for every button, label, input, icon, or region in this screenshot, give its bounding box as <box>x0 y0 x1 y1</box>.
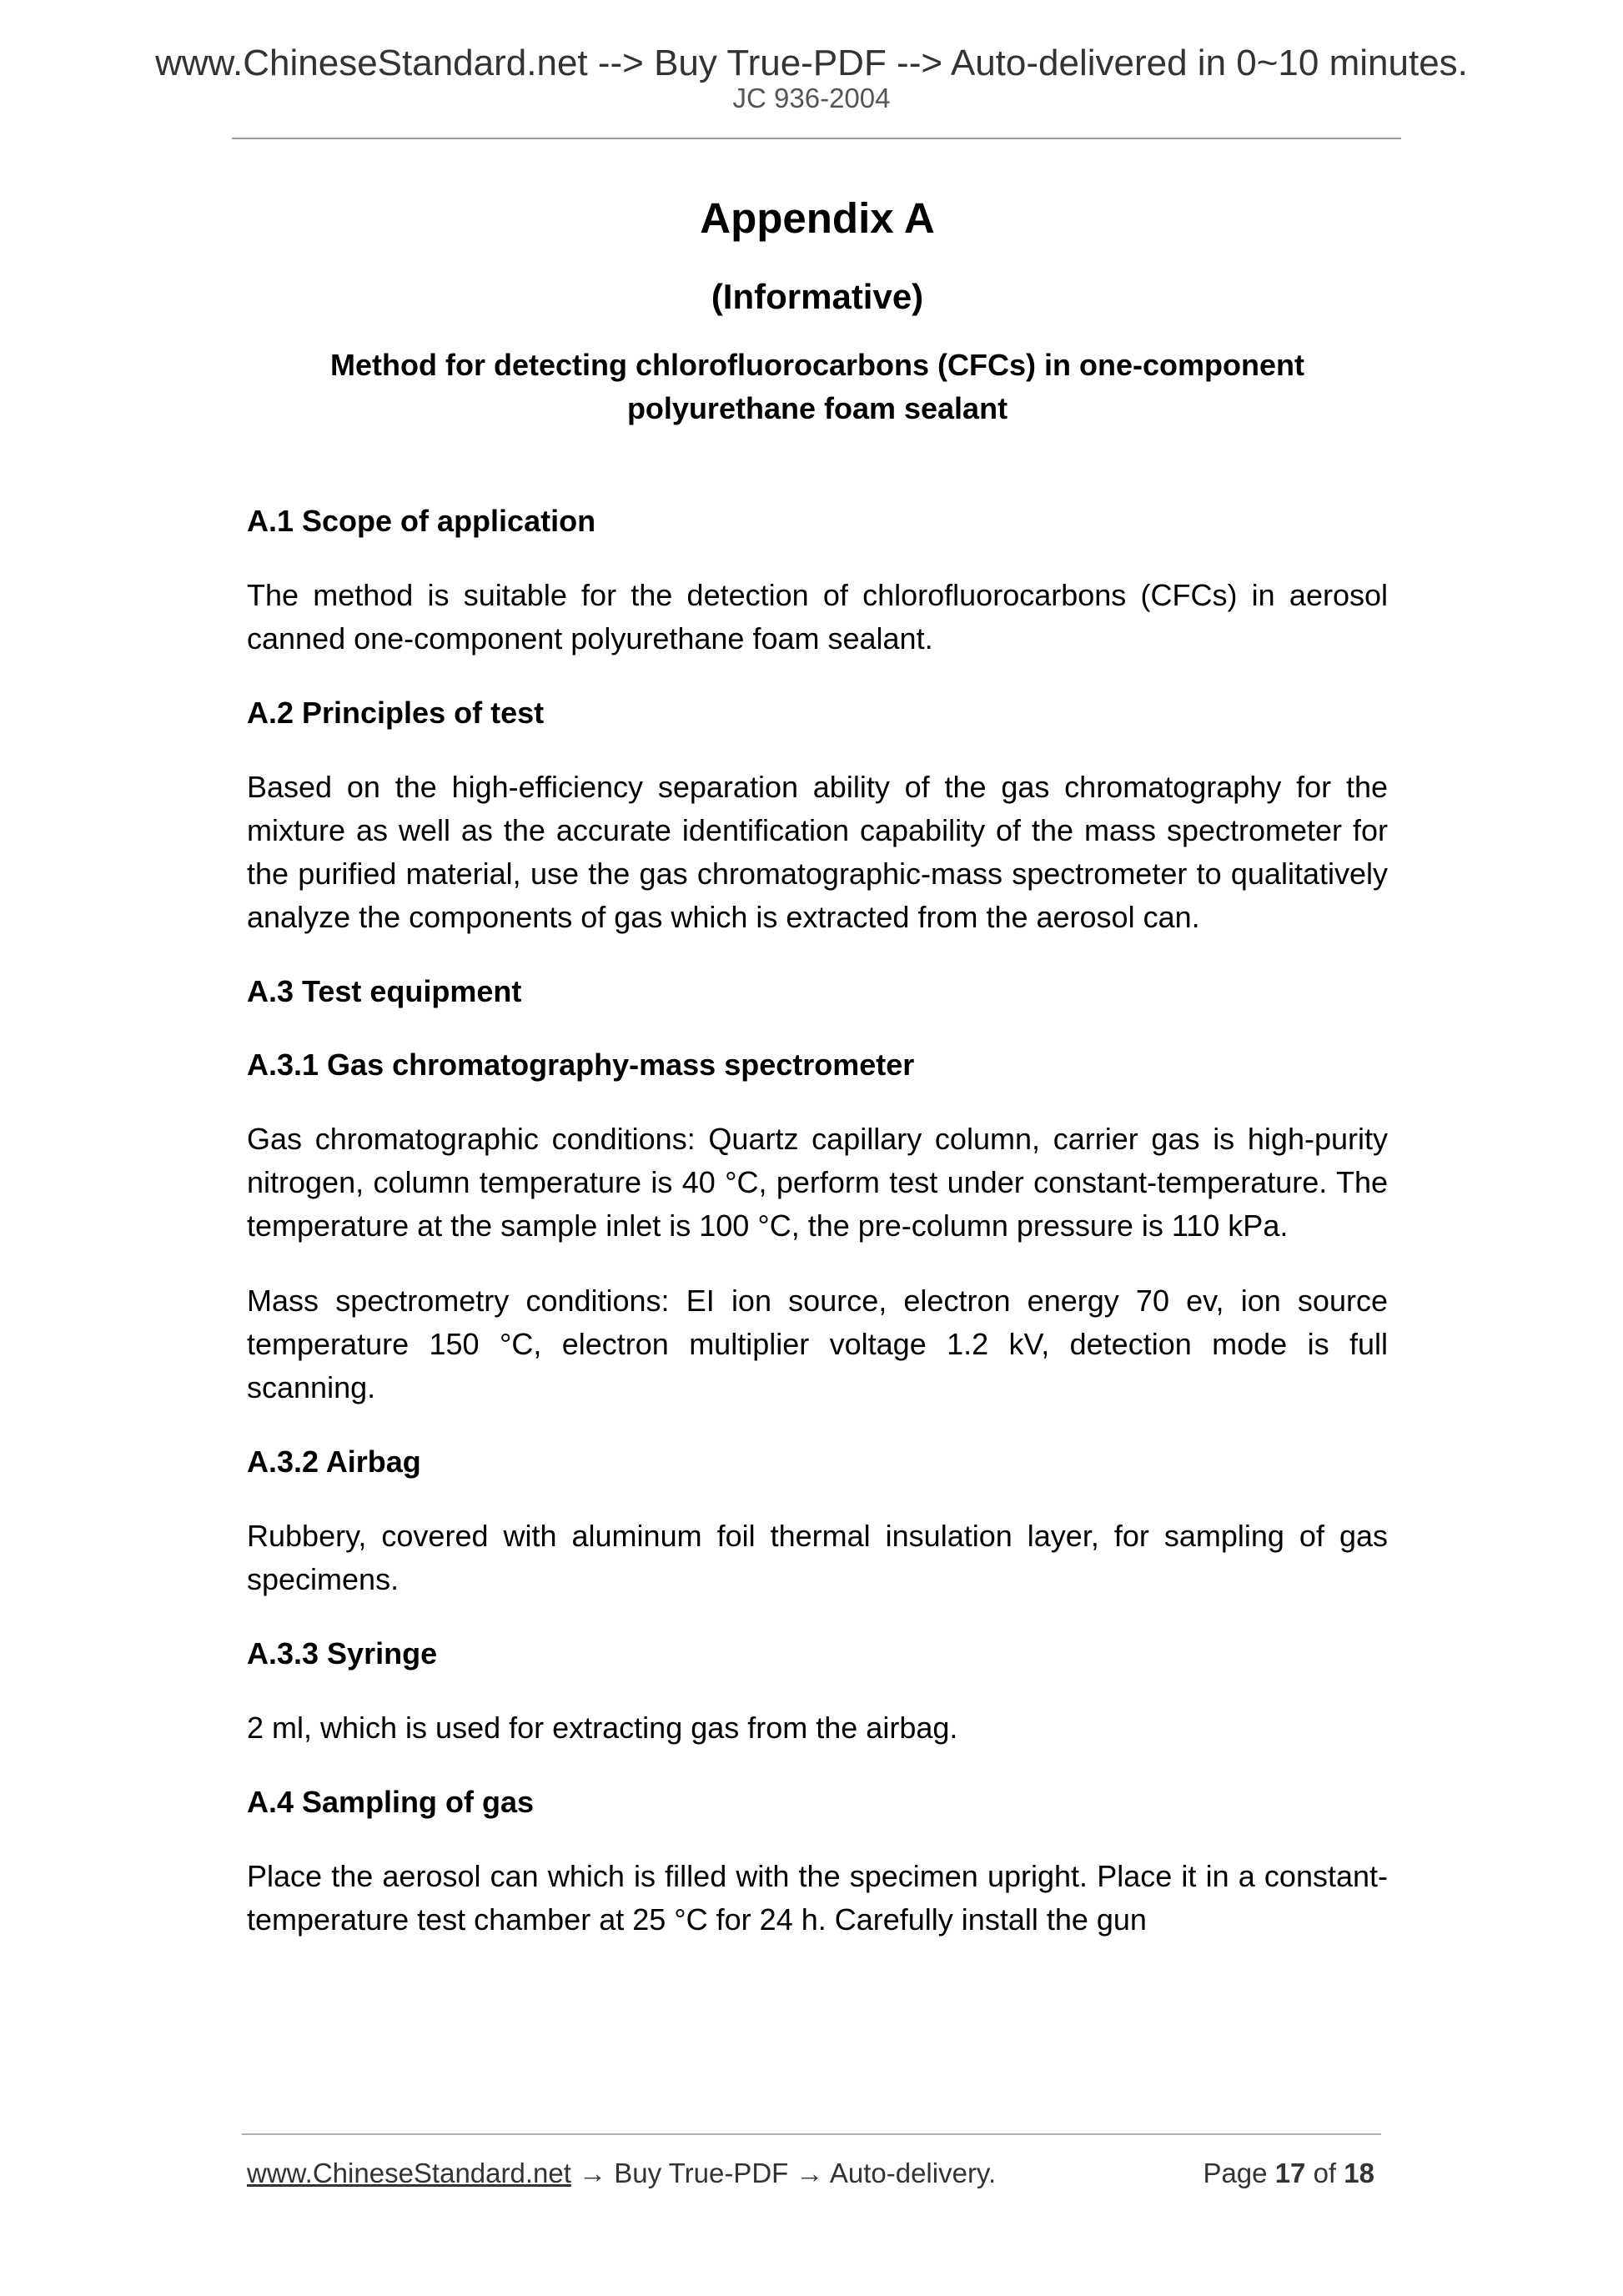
document-id: JC 936-2004 <box>732 83 891 113</box>
section-heading: A.2 Principles of test <box>247 696 545 730</box>
page-footer <box>247 2155 1381 2192</box>
footer-divider <box>242 2133 1381 2135</box>
section-heading: A.4 Sampling of gas <box>247 1785 535 1819</box>
page-content <box>247 183 1388 1942</box>
section-body: Mass spectrometry conditions: EI ion source, electron energy 70 ev, ion source temperature 150 °C, electron multiplier voltage 1.2 kV, detection mode is full scanning. <box>247 1284 1388 1404</box>
arrow-right-icon: → <box>579 2158 607 2188</box>
section-heading: A.3.3 Syringe <box>247 1636 438 1671</box>
section-heading: A.1 Scope of application <box>247 504 596 538</box>
page-indicator <box>1203 2155 1374 2192</box>
section-heading: A.3 Test equipment <box>247 974 522 1008</box>
section-body: Gas chromatographic conditions: Quartz capillary column, carrier gas is high-purity nitrogen, column temperature is 40 °C, perform test under constant-temperature. The temperature at the sample inlet is 100 °C, the pre-column pressure is 110 kPa. <box>247 1122 1388 1243</box>
section-heading: A.3.2 Airbag <box>247 1444 421 1479</box>
section-body: 2 ml, which is used for extracting gas from the airbag. <box>247 1711 958 1745</box>
section-heading: A.3.1 Gas chromatography-mass spectrometer <box>247 1048 915 1082</box>
section-body: Place the aerosol can which is filled with the specimen upright. Place it in a constant-temperature test chamber at 25 °C for 24 h. Carefully install the gun <box>247 1859 1388 1937</box>
site-link[interactable]: www.ChineseStandard.net <box>247 2158 571 2188</box>
page-number: 17 <box>1274 2158 1306 2188</box>
section-body: The method is suitable for the detection of chlorofluorocarbons (CFCs) in aerosol canned one-component polyurethane foam sealant. <box>247 578 1388 656</box>
total-pages: 18 <box>1344 2158 1374 2188</box>
arrow-right-icon: → <box>796 2158 824 2188</box>
method-title: Method for detecting chlorofluorocarbons (CFCs) in one-component polyurethane foam sealant <box>330 348 1304 425</box>
of-label: of <box>1313 2158 1337 2188</box>
header-divider <box>232 138 1401 139</box>
section-body: Rubbery, covered with aluminum foil thermal insulation layer, for sampling of gas specimens. <box>247 1519 1388 1596</box>
delivery-text: Auto-delivery. <box>829 2158 997 2188</box>
section-body: Based on the high-efficiency separation ability of the gas chromatography for the mixture as well as the accurate identification capability of the mass spectrometer for the purified material, use the gas chromatographic-mass spectrometer to qualitatively analyze the components of gas which is extracted from the aerosol can. <box>247 770 1388 934</box>
appendix-title: Appendix A <box>700 194 935 242</box>
header-banner: www.ChineseStandard.net --> Buy True-PDF --> Auto-delivered in 0~10 minutes. <box>155 43 1468 83</box>
appendix-subtitle: (Informative) <box>711 277 924 316</box>
buy-text: Buy True-PDF <box>614 2158 789 2188</box>
page-label: Page <box>1203 2158 1268 2188</box>
